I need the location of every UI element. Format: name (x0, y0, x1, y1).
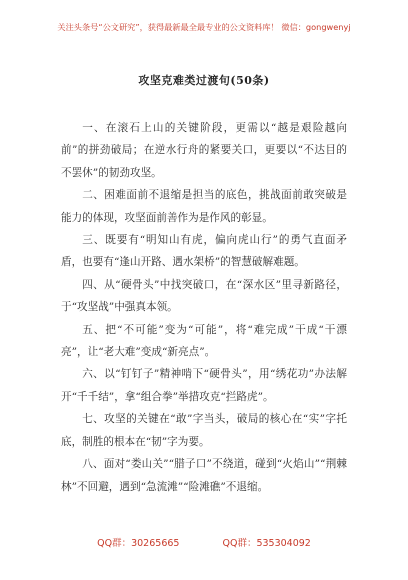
paragraph: 六、以“钉钉子”精神啃下“硬骨头”，用“绣花功”办法解开“千千结”，拿“组合拳”举措攻克“拦路虎”。 (61, 368, 347, 403)
paragraph: 一、在滚石上山的关键阶段，更需以“越是艰险越向前”的拼劲破局；在逆水行舟的紧要关口，更要以“不达目的不罢休”的韧劲攻坚。 (61, 122, 347, 179)
document-body (61, 117, 347, 498)
paragraph: 八、面对“娄山关”“腊子口”不绕道，碰到“火焰山”“荆棘林”不回避，遇到“急流滩”“险滩礁”不退缩。 (61, 458, 347, 493)
paragraph: 七、攻坚的关键在“敢”字当头，破局的核心在“实”字托底，制胜的根本在“韧”字为要。 (61, 413, 347, 448)
footer-contacts (0, 535, 408, 549)
qq-group-1: QQ群：30265665 (97, 538, 180, 549)
paragraph: 五、把“不可能”变为“可能”，将“难完成”干成“干漂亮”，让“老大难”变成“新亮点”。 (61, 323, 347, 359)
qq-group-2: QQ群：535304092 (222, 538, 311, 549)
paragraph: 三、既要有“明知山有虎，偏向虎山行”的勇气直面矛盾，也要有“逢山开路、遇水架桥”的智慧破解难题。 (61, 234, 347, 269)
paragraph: 二、困难面前不退缩是担当的底色，挑战面前敢突破是能力的体现，攻坚面前善作为是作风的彰显。 (61, 189, 347, 224)
header-notice: 关注头条号“公文研究”，获得最新最全最专业的公文资料库！ 微信：gongwenyj (57, 22, 351, 32)
paragraph: 四、从“硬骨头”中找突破口，在“深水区”里寻新路径，于“攻坚战”中强真本领。 (61, 278, 347, 314)
page-title: 攻坚克难类过渡句(50条) (138, 74, 270, 87)
